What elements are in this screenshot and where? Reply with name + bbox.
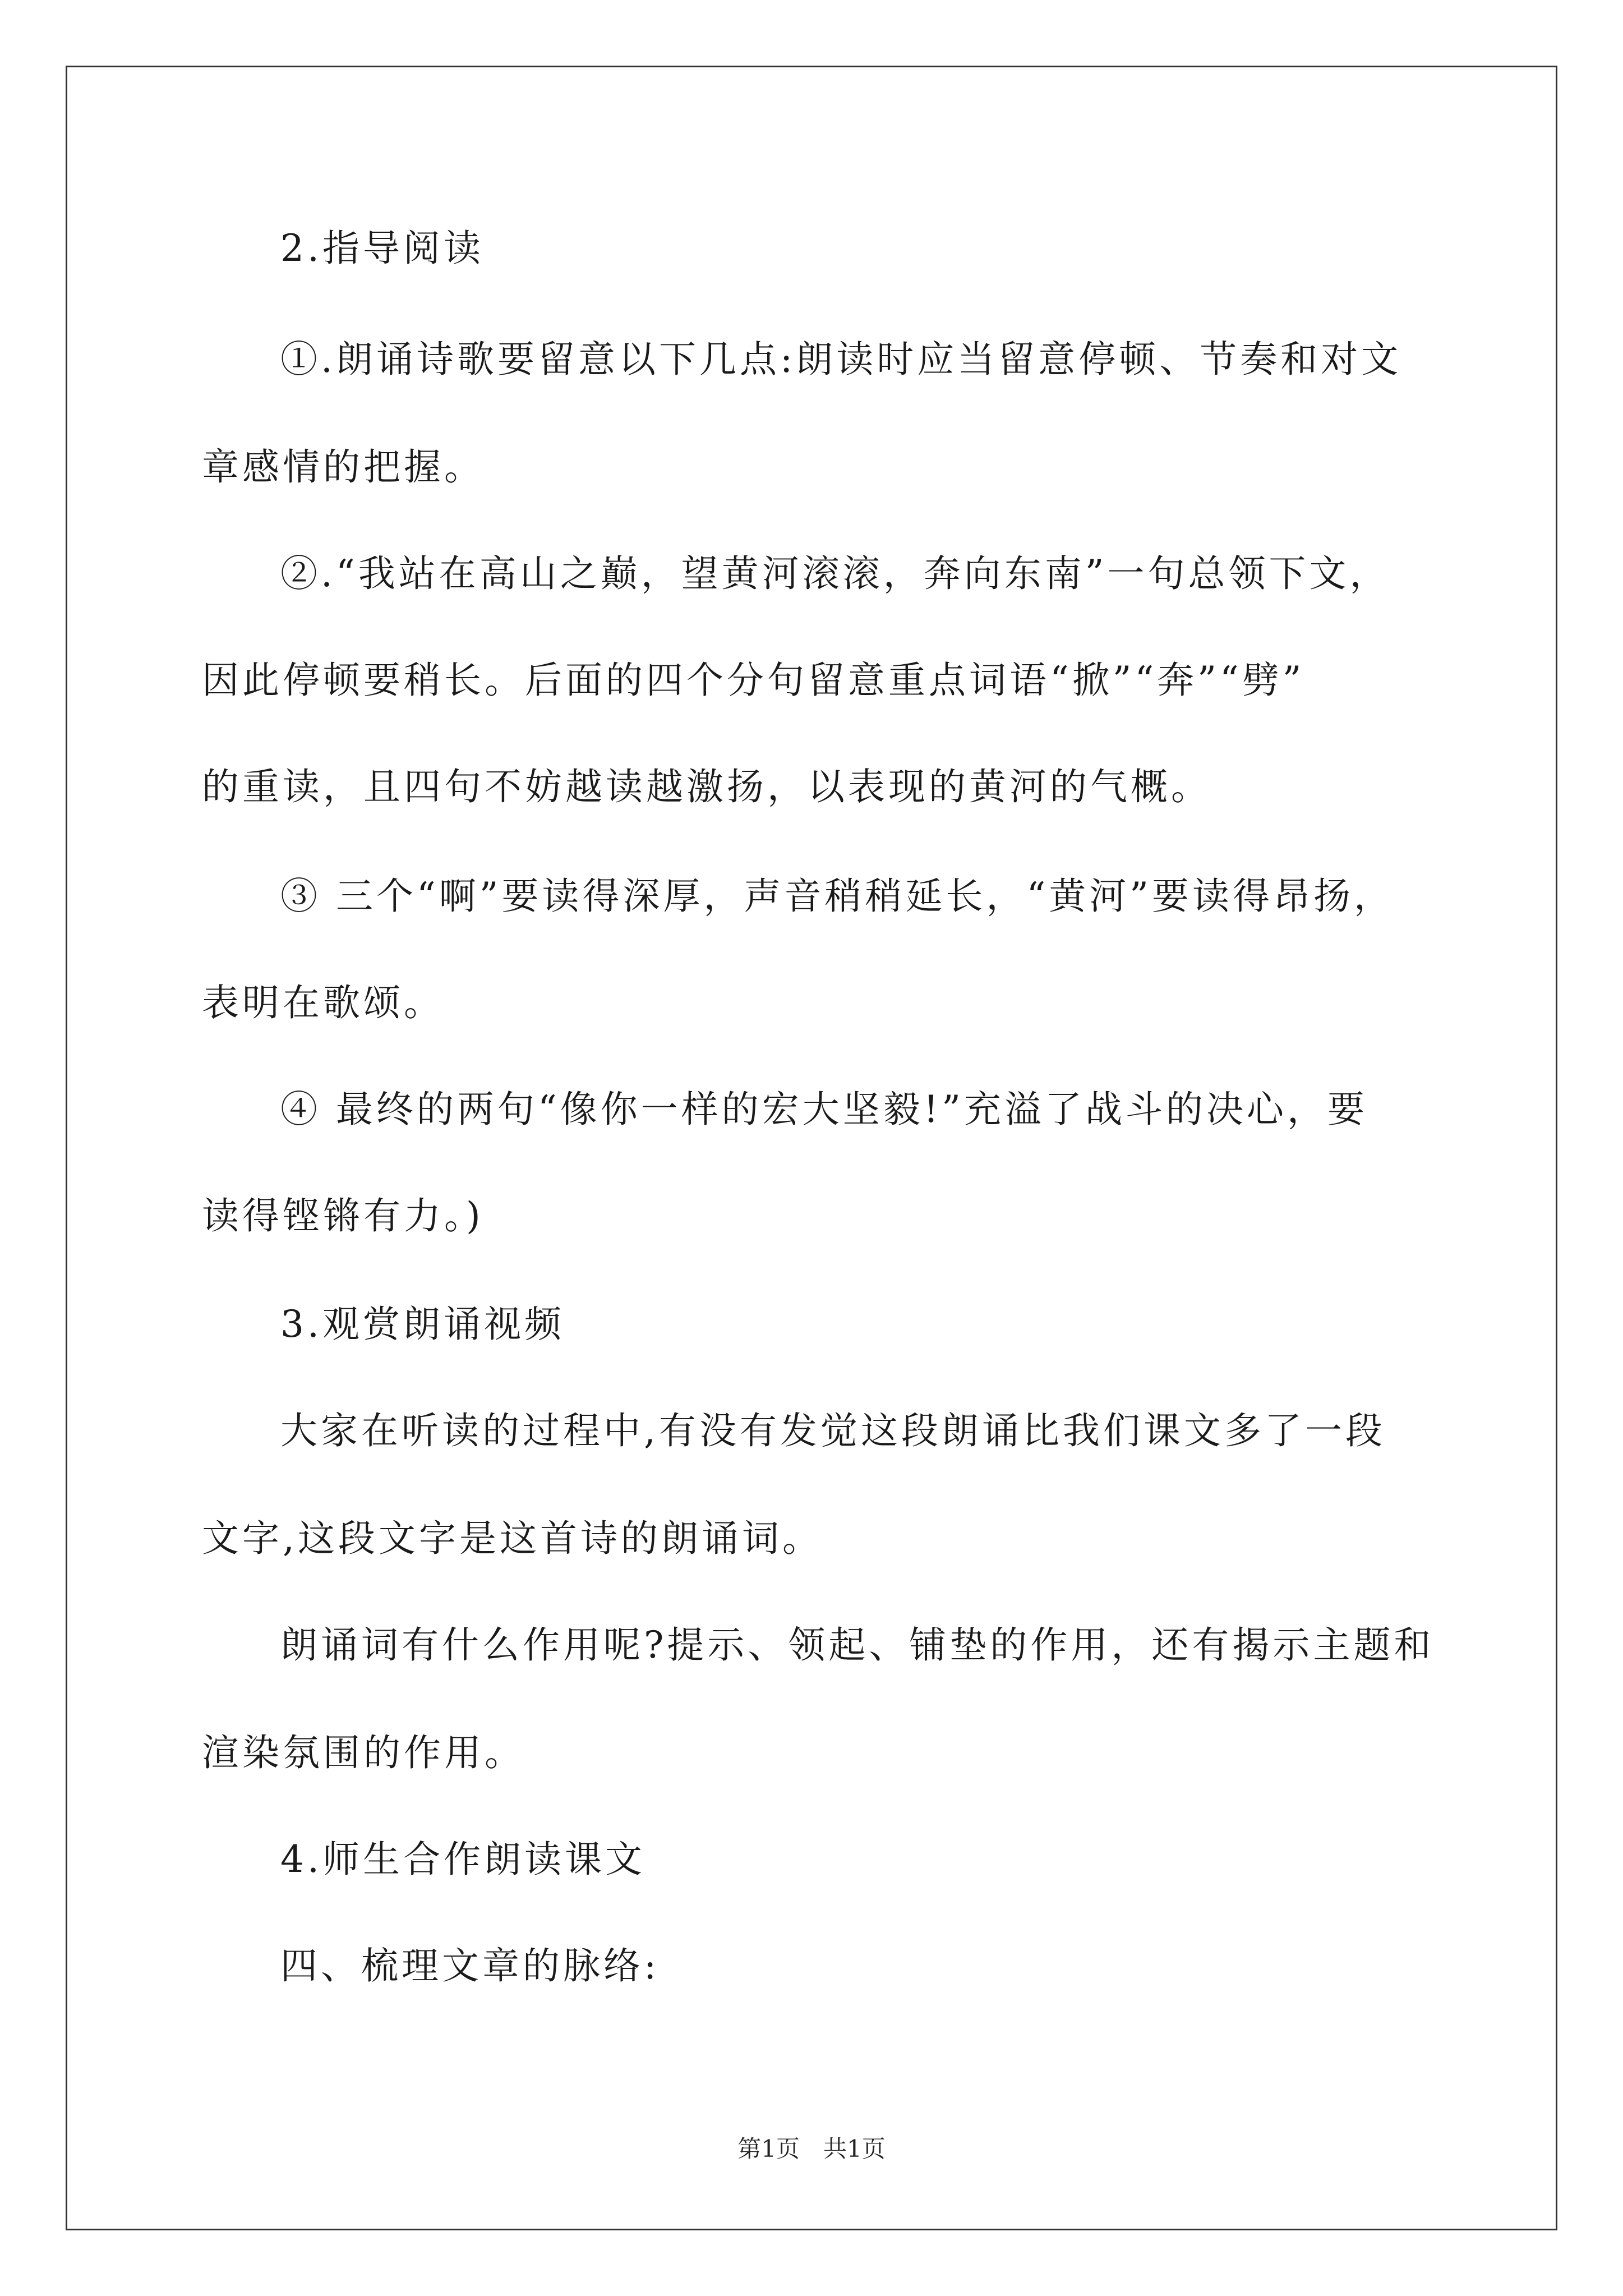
text-line: ③ 三个“啊”要读得深厚，声音稍稍延长，“黄河”要读得昂扬， [280,875,1394,918]
text-line: 表明在歌颂。 [202,981,444,1024]
text-line: 文字,这段文字是这首诗的朗诵词。 [202,1517,823,1560]
text-line: 朗诵词有什么作用呢?提示、领起、铺垫的作用，还有揭示主题和 [280,1623,1435,1667]
text-line: 2.指导阅读 [280,227,484,270]
text-line: 四、梳理文章的脉络: [280,1944,660,1987]
text-line: ④ 最终的两句“像你一样的宏大坚毅!”充溢了战斗的决心，要 [280,1088,1368,1131]
text-line: 渲染氛围的作用。 [202,1731,525,1774]
text-line: 4.师生合作朗读课文 [280,1838,645,1881]
text-line: 的重读，且四句不妨越读越激扬，以表现的黄河的气概。 [202,765,1211,808]
page-number: 第1页 共1页 [737,2135,886,2162]
text-line: 读得铿锵有力。) [202,1194,484,1237]
text-line: 大家在听读的过程中,有没有发觉这段朗诵比我们课文多了一段 [280,1409,1386,1452]
page-border [66,66,1557,2230]
text-line: 3.观赏朗诵视频 [280,1303,565,1346]
text-line: 章感情的把握。 [202,445,485,489]
text-line: 因此停顿要稍长。后面的四个分句留意重点词语“掀”“奔”“劈” [202,659,1305,702]
text-line: ②.“我站在高山之巅，望黄河滚滚，奔向东南”一句总领下文， [280,552,1390,595]
text-line: ①.朗诵诗歌要留意以下几点:朗读时应当留意停顿、节奏和对文 [280,338,1402,381]
